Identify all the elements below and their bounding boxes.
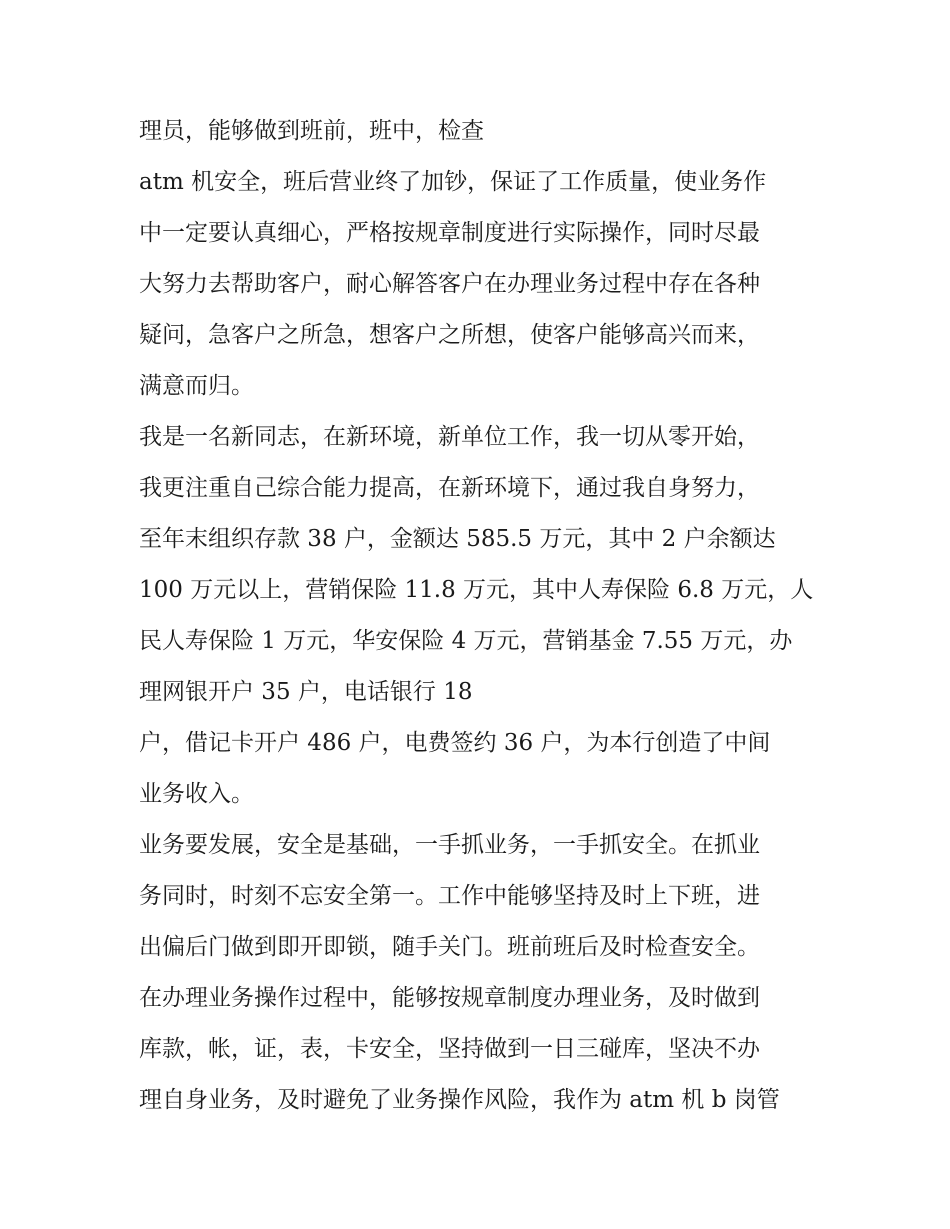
text-line: 务同时，时刻不忘安全第一。工作中能够坚持及时上下班，进 [139,883,760,909]
text-line: 满意而归。 [139,373,254,399]
text-line: 我更注重自己综合能力提高，在新环境下，通过我自身努力， [139,475,760,501]
text-line: 户，借记卡开户 486 户，电费签约 36 户，为本行创造了中间 [139,730,771,756]
text-line: 大努力去帮助客户，耐心解答客户在办理业务过程中存在各种 [139,271,760,297]
text-line: 业务收入。 [139,781,254,807]
text-line: 库款，帐，证，表，卡安全，坚持做到一日三碰库，坚决不办 [139,1036,760,1062]
text-line: 我是一名新同志，在新环境，新单位工作，我一切从零开始， [139,424,760,450]
document-body [139,106,829,1126]
text-line: 民人寿保险 1 万元，华安保险 4 万元，营销基金 7.55 万元，办 [139,628,793,654]
text-line: 中一定要认真细心，严格按规章制度进行实际操作，同时尽最 [139,220,760,246]
text-line: 在办理业务操作过程中，能够按规章制度办理业务，及时做到 [139,985,760,1011]
text-line: 出偏后门做到即开即锁，随手关门。班前班后及时检查安全。 [139,934,760,960]
text-line: 理自身业务，及时避免了业务操作风险，我作为 atm 机 b 岗管 [139,1087,780,1113]
text-line: 理员，能够做到班前，班中，检查 [139,118,484,144]
text-line: 疑问，急客户之所急，想客户之所想，使客户能够高兴而来， [139,322,760,348]
text-line: 至年末组织存款 38 户，金额达 585.5 万元，其中 2 户余额达 [139,526,776,552]
text-line: 业务要发展，安全是基础，一手抓业务，一手抓安全。在抓业 [139,832,760,858]
text-line: atm 机安全，班后营业终了加钞，保证了工作质量，使业务作 [139,169,767,195]
text-line: 理网银开户 35 户，电话银行 18 [139,679,473,705]
text-line: 100 万元以上，营销保险 11.8 万元，其中人寿保险 6.8 万元，人 [139,577,814,603]
